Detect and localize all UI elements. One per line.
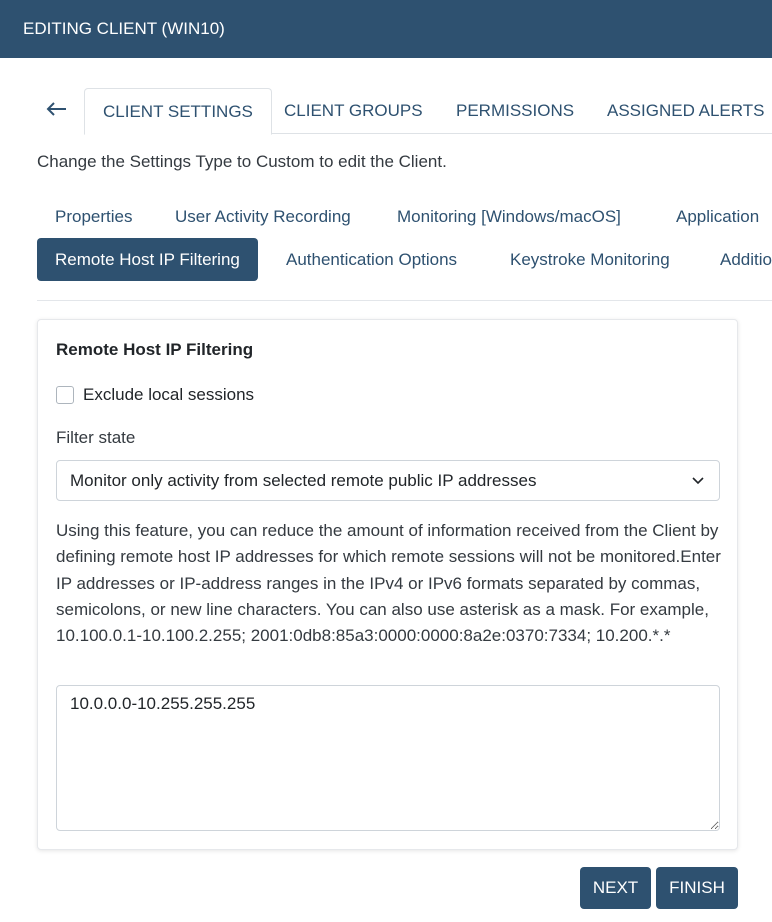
subtab-monitoring[interactable]: Monitoring [Windows/macOS]: [397, 207, 621, 226]
subtab-remote-host-ip-filtering[interactable]: Remote Host IP Filtering: [37, 238, 258, 281]
remote-host-ip-filtering-card: [37, 319, 738, 850]
exclude-local-sessions-checkbox[interactable]: [56, 386, 74, 404]
subtab-application[interactable]: Application: [676, 207, 760, 226]
settings-subtabs: [0, 195, 772, 295]
finish-button[interactable]: FINISH: [656, 867, 738, 909]
subtab-properties[interactable]: Properties: [55, 207, 133, 226]
exclude-local-sessions-label: Exclude local sessions: [83, 385, 255, 404]
filter-state-value: Monitor only activity from selected remote public IP addresses: [70, 471, 537, 490]
page-title: EDITING CLIENT (WIN10): [23, 19, 225, 38]
tab-client-settings[interactable]: CLIENT SETTINGS: [84, 88, 272, 135]
next-button[interactable]: NEXT: [580, 867, 651, 909]
exclude-local-sessions-row: [56, 384, 254, 406]
section-title: Remote Host IP Filtering: [56, 340, 254, 359]
divider: [37, 300, 772, 301]
filter-state-label: Filter state: [56, 428, 136, 447]
feature-description: Using this feature, you can reduce the amount of information received from the Client by defining remote host IP addresses for which remote sessions will not be monitored.Enter IP addresses or IP-address ranges in the IPv4 or IPv6 formats separated by commas, semicolons, or new line characters. You can also use asterisk as a mask. For example, 10.100.0.1-10.100.2.255; 2001:0db8:85a3:0000:0000:8a2e:0370:7334; 10.200.*.*: [56, 521, 721, 646]
filter-state-select[interactable]: [56, 460, 720, 501]
chevron-down-icon: [691, 474, 705, 488]
subtab-keystroke-monitoring[interactable]: Keystroke Monitoring: [510, 250, 670, 269]
window-header: [0, 0, 772, 58]
subtab-authentication-options[interactable]: Authentication Options: [286, 250, 458, 269]
arrow-left-icon: [44, 96, 70, 122]
settings-hint: Change the Settings Type to Custom to edit the Client.: [37, 152, 447, 171]
tab-assigned-alerts[interactable]: ASSIGNED ALERTS: [607, 101, 765, 120]
tab-client-groups[interactable]: CLIENT GROUPS: [284, 101, 423, 120]
ip-addresses-textarea[interactable]: [56, 685, 720, 831]
main-tabs: [84, 88, 772, 134]
subtab-additional[interactable]: Additio: [720, 250, 772, 269]
tab-permissions[interactable]: PERMISSIONS: [456, 101, 575, 120]
back-button[interactable]: [44, 96, 70, 122]
subtab-user-activity-recording[interactable]: User Activity Recording: [175, 207, 351, 226]
